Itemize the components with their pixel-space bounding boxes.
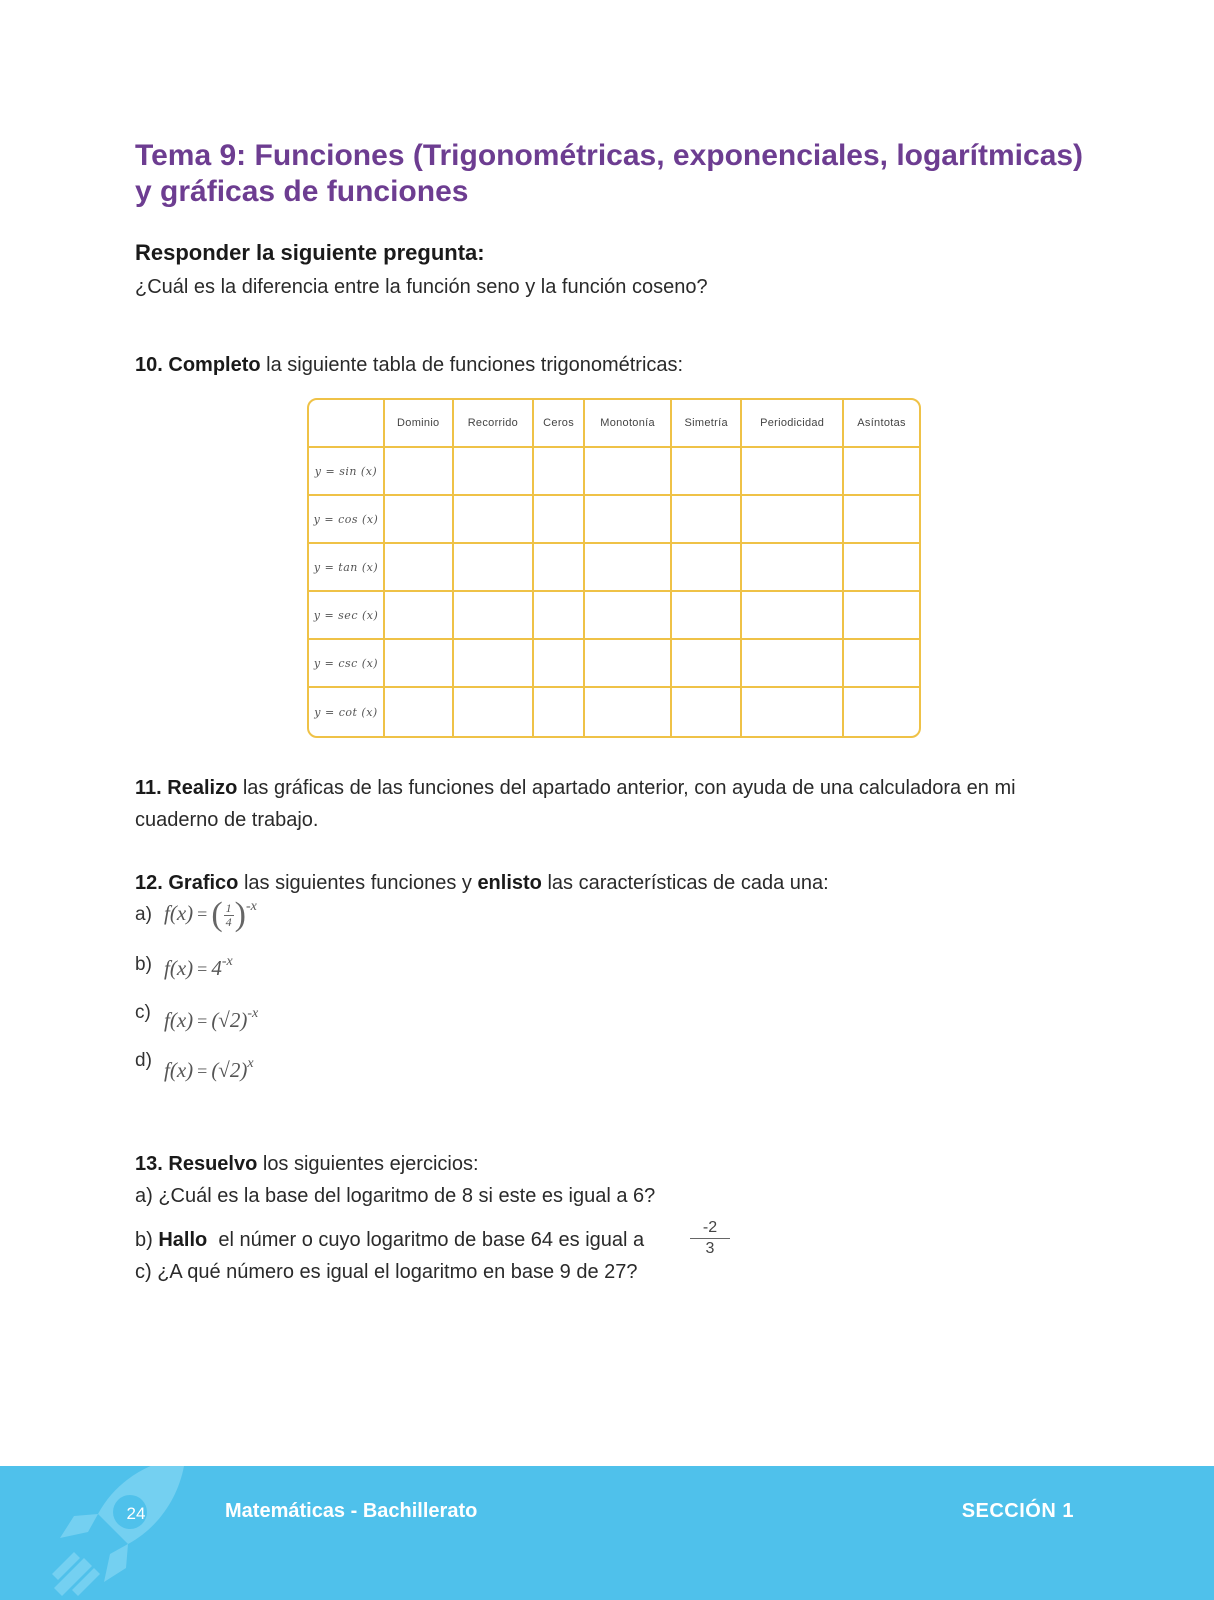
exercise-13-b-verb: Hallo	[158, 1229, 208, 1251]
answer-cell[interactable]	[742, 496, 844, 544]
table-row	[309, 448, 919, 496]
answer-cell[interactable]	[844, 448, 919, 496]
question-heading: Responder la siguiente pregunta:	[135, 240, 485, 265]
answer-cell[interactable]	[385, 688, 454, 736]
answer-cell[interactable]	[385, 544, 454, 592]
option-b-eq: =	[197, 959, 208, 979]
answer-cell[interactable]	[454, 688, 535, 736]
option-d-eq: =	[197, 1061, 208, 1081]
close-paren: )	[234, 896, 246, 933]
exercise-12-verb-2: enlisto	[477, 872, 542, 894]
exercise-13-b	[135, 1224, 644, 1256]
answer-cell[interactable]	[385, 592, 454, 640]
option-a-eq: =	[197, 904, 208, 924]
exercise-10-verb: Completo	[168, 354, 261, 376]
exercise-10-number: 10.	[135, 354, 163, 376]
answer-cell[interactable]	[742, 640, 844, 688]
option-d-formula	[164, 1058, 254, 1083]
table-row	[309, 544, 919, 592]
option-a-denominator: 4	[225, 914, 232, 929]
option-c-base: (√2)	[211, 1008, 248, 1032]
option-c-formula	[164, 1008, 258, 1033]
answer-cell[interactable]	[672, 592, 742, 640]
answer-cell[interactable]	[534, 688, 585, 736]
exercise-11-text: las gráficas de las funciones del apartado anterior, con ayuda de una calculadora en mi cuaderno de trabajo.	[135, 777, 1016, 831]
answer-cell[interactable]	[844, 592, 919, 640]
header-recorrido: Recorrido	[454, 400, 535, 448]
table-row	[309, 640, 919, 688]
exercise-12-verb: Grafico	[168, 872, 239, 894]
answer-cell[interactable]	[454, 640, 535, 688]
row-label-cos: y = cos (x)	[309, 496, 385, 544]
table-row	[309, 688, 919, 736]
answer-cell[interactable]	[672, 640, 742, 688]
option-a-formula	[164, 896, 257, 934]
answer-cell[interactable]	[454, 448, 535, 496]
answer-cell[interactable]	[585, 496, 672, 544]
exercise-13-text: los siguientes ejercicios:	[257, 1153, 479, 1175]
option-c-label: c)	[135, 1002, 151, 1023]
exercise-13-number: 13.	[135, 1153, 163, 1175]
answer-cell[interactable]	[585, 688, 672, 736]
option-d-lhs: f(x)	[164, 1058, 194, 1082]
header-asintotas: Asíntotas	[844, 400, 919, 448]
exercise-13-b-text: el númer o cuyo logaritmo de base 64 es igual a	[207, 1229, 645, 1251]
answer-cell[interactable]	[454, 544, 535, 592]
answer-cell[interactable]	[385, 640, 454, 688]
exercise-13-bc	[135, 1224, 644, 1288]
option-b-lhs: f(x)	[164, 956, 194, 980]
option-d-label: d)	[135, 1050, 152, 1071]
exercise-13	[135, 1148, 655, 1212]
row-label-sin: y = sin (x)	[309, 448, 385, 496]
open-paren: (	[211, 896, 223, 933]
header-simetria: Simetría	[672, 400, 742, 448]
option-c-exponent: -x	[247, 1006, 259, 1021]
answer-cell[interactable]	[585, 640, 672, 688]
table-row	[309, 592, 919, 640]
option-b-exponent: -x	[221, 954, 233, 969]
answer-cell[interactable]	[742, 448, 844, 496]
answer-cell[interactable]	[385, 496, 454, 544]
trig-functions-table	[307, 398, 921, 738]
answer-cell[interactable]	[534, 592, 585, 640]
answer-cell[interactable]	[742, 592, 844, 640]
answer-cell[interactable]	[844, 640, 919, 688]
exercise-13-heading	[135, 1148, 655, 1180]
answer-cell[interactable]	[672, 448, 742, 496]
answer-cell[interactable]	[385, 448, 454, 496]
answer-cell[interactable]	[454, 592, 535, 640]
option-b-base: 4	[211, 956, 222, 980]
answer-cell[interactable]	[534, 496, 585, 544]
option-d-base: (√2)	[211, 1058, 248, 1082]
option-b-label: b)	[135, 954, 152, 975]
exercise-12-text-1: las siguientes funciones y	[238, 872, 478, 894]
header-periodicidad: Periodicidad	[742, 400, 844, 448]
exercise-11-number: 11.	[135, 777, 162, 799]
answer-cell[interactable]	[844, 544, 919, 592]
question-text: ¿Cuál es la diferencia entre la función seno y la función coseno?	[135, 276, 708, 298]
header-dominio: Dominio	[385, 400, 454, 448]
option-a-exponent: -x	[245, 899, 257, 914]
exercise-11-verb: Realizo	[167, 777, 238, 799]
option-a-numerator: 1	[225, 900, 232, 915]
option-a-lhs: f(x)	[164, 901, 194, 925]
exercise-13-verb: Resuelvo	[168, 1153, 258, 1175]
header-monotonia: Monotonía	[585, 400, 672, 448]
answer-cell[interactable]	[534, 640, 585, 688]
exercise-13-a: a) ¿Cuál es la base del logaritmo de 8 si este es igual a 6?	[135, 1185, 656, 1207]
answer-cell[interactable]	[585, 544, 672, 592]
row-label-cot: y = cot (x)	[309, 688, 385, 736]
answer-cell[interactable]	[534, 448, 585, 496]
footer-section: SECCIÓN 1	[961, 1500, 1074, 1522]
option-a-label: a)	[135, 904, 152, 925]
exercise-13-b-fraction	[690, 1218, 730, 1259]
page-number: 24	[126, 1504, 146, 1523]
exercise-13-b-prefix: b)	[135, 1229, 159, 1251]
exercise-13-c: c) ¿A qué número es igual el logaritmo en base 9 de 27?	[135, 1261, 638, 1283]
option-d-exponent: x	[247, 1056, 254, 1071]
exercise-12-text-2: las características de cada una:	[541, 872, 829, 894]
option-a-fraction	[224, 902, 234, 929]
table-row	[309, 496, 919, 544]
answer-cell[interactable]	[844, 688, 919, 736]
answer-cell[interactable]	[742, 688, 844, 736]
answer-cell[interactable]	[672, 688, 742, 736]
answer-cell[interactable]	[672, 496, 742, 544]
header-ceros: Ceros	[534, 400, 585, 448]
exercise-11	[135, 772, 1095, 836]
answer-cell[interactable]	[844, 496, 919, 544]
answer-cell[interactable]	[534, 544, 585, 592]
row-label-csc: y = csc (x)	[309, 640, 385, 688]
answer-cell[interactable]	[585, 448, 672, 496]
fraction-numerator: -2	[690, 1218, 730, 1239]
page-title: Tema 9: Funciones (Trigonométricas, exponenciales, logarítmicas) y gráficas de funciones	[135, 139, 1084, 208]
page-footer	[0, 1466, 1214, 1600]
exercise-10-text: la siguiente tabla de funciones trigonométricas:	[260, 354, 684, 376]
exercise-12-number: 12.	[135, 872, 163, 894]
option-b-formula	[164, 956, 233, 981]
exercise-10	[135, 354, 683, 377]
answer-cell[interactable]	[742, 544, 844, 592]
row-label-sec: y = sec (x)	[309, 592, 385, 640]
option-c-lhs: f(x)	[164, 1008, 194, 1032]
fraction-denominator: 3	[705, 1240, 715, 1257]
row-label-tan: y = tan (x)	[309, 544, 385, 592]
exercise-12	[135, 872, 829, 895]
footer-title: Matemáticas - Bachillerato	[225, 1500, 478, 1522]
answer-cell[interactable]	[454, 496, 535, 544]
table-corner-cell	[309, 400, 385, 448]
table-header-row	[309, 400, 919, 448]
rocket-icon	[48, 1466, 188, 1600]
option-c-eq: =	[197, 1011, 208, 1031]
answer-cell[interactable]	[585, 592, 672, 640]
answer-cell[interactable]	[672, 544, 742, 592]
